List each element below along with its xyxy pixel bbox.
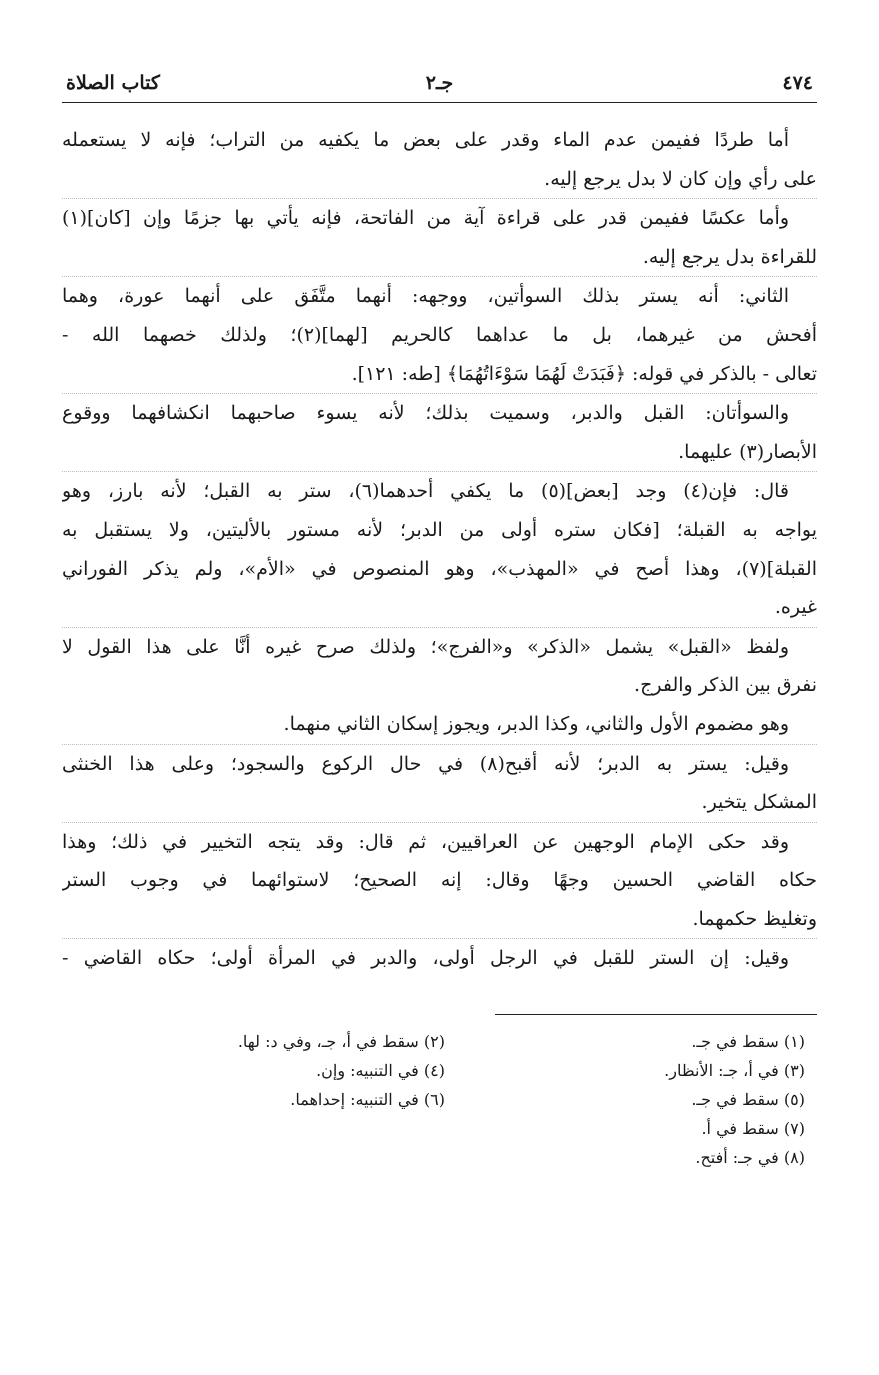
document-page bbox=[62, 58, 817, 1375]
volume-label: جـ٢ bbox=[425, 72, 454, 94]
text-line: والسوأتان: القبل والدبر، وسميت بذلك؛ لأنه يسوء صاحبهما انكشافهما ووقوع bbox=[62, 393, 817, 433]
text-line: للقراءة بدل يرجع إليه. bbox=[642, 245, 817, 268]
book-title: كتاب الصلاة bbox=[66, 72, 160, 94]
footnote: (١) سقط في جـ. bbox=[691, 1032, 805, 1052]
text-line: القبلة](٧)، وهذا أصح في «المهذب»، وهو المنصوص في «الأم»، ولم يذكر الفوراني bbox=[62, 557, 817, 580]
footnote-separator bbox=[495, 1014, 817, 1015]
text-line: الثاني: أنه يستر بذلك السوأتين، ووجهه: أنهما متَّفَق على أنهما عورة، وهما bbox=[62, 276, 817, 316]
text-line: نفرق بين الذكر والفرج. bbox=[634, 674, 817, 697]
page-number: ٤٧٤ bbox=[782, 72, 813, 94]
text-line: يواجه به القبلة؛ [فكان ستره أولى من الدبر؛ لأنه مستور بالأليتين، ولا يستقبل به bbox=[62, 518, 817, 541]
text-line: أما طردًا ففيمن عدم الماء وقدر على بعض ما يكفيه من التراب؛ فإنه لا يستعمله bbox=[62, 129, 789, 151]
footnote: (٦) في التنبيه: إحداهما. bbox=[290, 1090, 445, 1110]
text-line: وقد حكى الإمام الوجهين عن العراقيين، ثم قال: وقد يتجه التخيير في ذلك؛ وهذا bbox=[62, 822, 817, 862]
text-line: غيره. bbox=[774, 596, 817, 619]
text-line: وتغليظ حكمهما. bbox=[692, 907, 817, 930]
footnote: (٣) في أ، جـ: الأنظار. bbox=[664, 1061, 805, 1081]
main-text bbox=[62, 121, 817, 978]
text-line: ولفظ «القبل» يشمل «الذكر» و«الفرج»؛ ولذلك صرح غيره أنَّا على هذا القول لا bbox=[62, 627, 817, 667]
text-line: وهو مضموم الأول والثاني، وكذا الدبر، ويجوز إسكان الثاني منهما. bbox=[283, 712, 789, 735]
text-line: قال: فإن(٤) وجد [بعض](٥) ما يكفي أحدهما(٦)، ستر به القبل؛ لأنه بارز، وهو bbox=[62, 471, 817, 511]
footnote: (٥) سقط في جـ. bbox=[691, 1090, 805, 1110]
text-line: وأما عكسًا ففيمن قدر على قراءة آية من الفاتحة، فإنه يأتي بها جزمًا وإن [كان](١) bbox=[62, 198, 817, 238]
text-line: على رأي وإن كان لا بدل يرجع إليه. bbox=[544, 167, 817, 190]
footnote: (٨) في جـ: أفتح. bbox=[695, 1148, 805, 1168]
running-header bbox=[62, 58, 817, 103]
footnote-spacer bbox=[62, 1114, 445, 1143]
footnote: (٢) سقط في أ، جـ، وفي د: لها. bbox=[237, 1032, 445, 1052]
footnote: (٤) في التنبيه: وإن. bbox=[316, 1061, 445, 1081]
text-line: الأبصار(٣) عليهما. bbox=[678, 440, 817, 463]
text-line: حكاه القاضي الحسين وجهًا وقال: إنه الصحيح؛ لاستوائهما في وجوب الستر bbox=[62, 869, 817, 892]
footnotes bbox=[62, 1027, 817, 1172]
text-line: المشكل يتخير. bbox=[701, 791, 817, 814]
text-line: تعالى - بالذكر في قوله: ﴿فَبَدَتْ لَهُمَا سَوْءَاتُهُمَا﴾ [طه: ١٢١]. bbox=[351, 362, 817, 385]
text-line: وقيل: يستر به الدبر؛ لأنه أقبح(٨) في حال الركوع والسجود؛ وعلى هذا الخنثى bbox=[62, 744, 817, 784]
footnote: (٧) سقط في أ. bbox=[701, 1119, 805, 1139]
text-line: أفحش من غيرهما، بل ما عداهما كالحريم [لهما](٢)؛ ولذلك خصهما الله - bbox=[62, 323, 817, 346]
text-line: وقيل: إن الستر للقبل في الرجل أولى، والدبر في المرأة أولى؛ حكاه القاضي - bbox=[62, 938, 817, 978]
